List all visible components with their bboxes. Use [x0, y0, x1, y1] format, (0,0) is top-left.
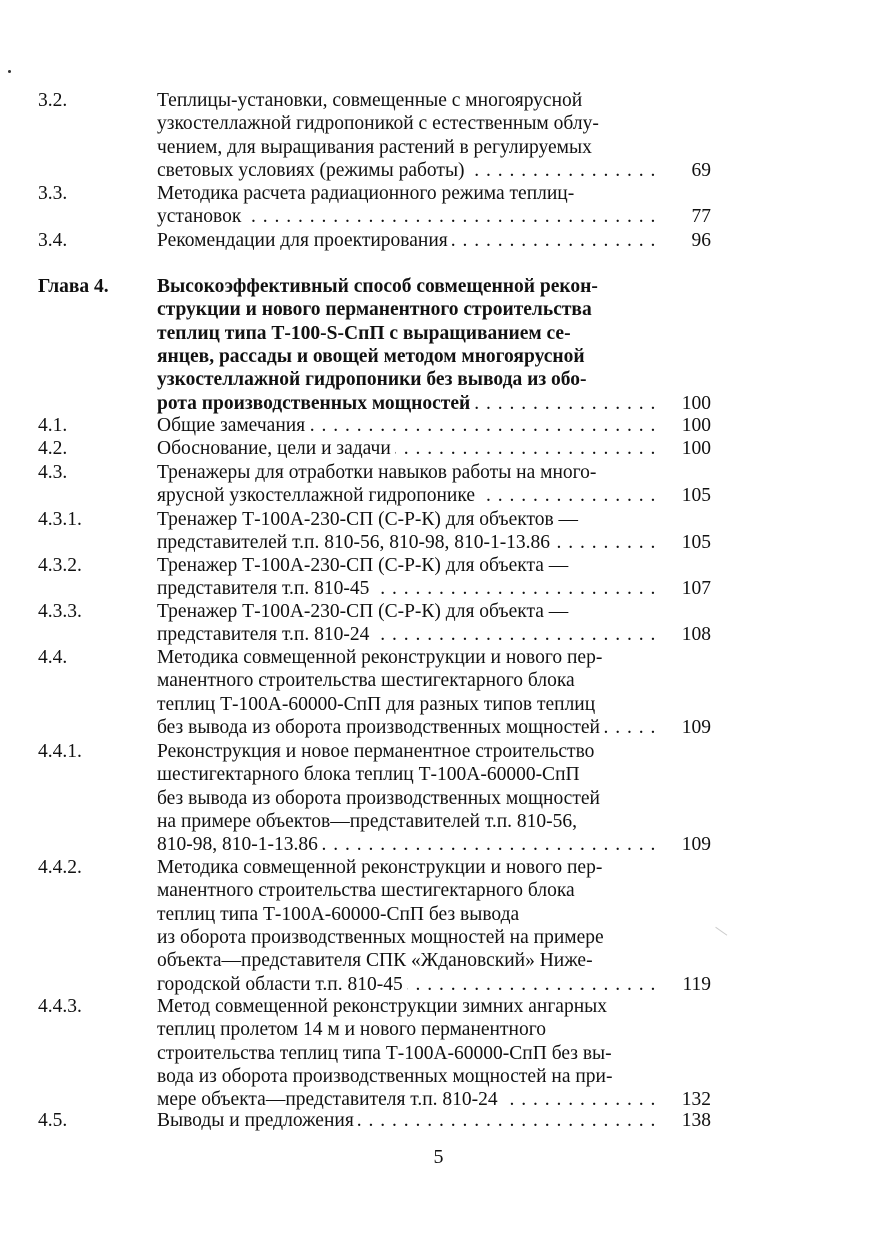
toc-entry-number: 4.3.1.	[38, 509, 82, 530]
toc-entry-title-line: строительства теплиц типа Т-100А-60000-СпП без вы-	[157, 1042, 657, 1065]
toc-entry-number: 4.3.3.	[38, 601, 82, 622]
toc-entry-title-line: теплиц типа Т-100А-60000-СпП без вывода	[157, 903, 657, 926]
toc-entry-title-line: Выводы и предложения . . .	[157, 1109, 657, 1132]
toc-entry-title-line: мере объекта—представителя т.п. 810-24 . . .	[157, 1088, 657, 1111]
toc-entry-page: 100	[681, 438, 711, 459]
toc-entry-title-line: Обоснование, цели и задачи . . .	[157, 437, 657, 460]
toc-entry-title-line: ярусной узкостеллажной гидропонике . . .	[157, 484, 657, 507]
toc-entry-title-line: Метод совмещенной реконструкции зимних ангарных	[157, 995, 657, 1018]
toc-entry-title-line: теплиц Т-100А-60000-СпП для разных типов теплиц	[157, 693, 657, 716]
scan-mark	[711, 927, 728, 942]
toc-entry-title-line: Методика совмещенной реконструкции и нового пер-	[157, 856, 657, 879]
toc-entry-number: 4.2.	[38, 438, 68, 459]
toc-entry-title-line: Реконструкция и новое перманентное строительство	[157, 740, 657, 763]
toc-entry-page: 105	[681, 532, 711, 554]
toc-entry-title-line: Теплицы-установки, совмещенные с многоярусной	[157, 89, 657, 112]
toc-entry-title-line: манентного строительства шестигектарного блока	[157, 669, 657, 692]
toc-entry-number: 4.4.	[38, 647, 68, 668]
toc-entry-number: 4.3.2.	[38, 555, 82, 576]
toc-entry-title-line: установок . . .	[157, 205, 657, 228]
toc-entry-title-line: 810-98, 810-1-13.86 . . .	[157, 833, 657, 856]
toc-entry-title-line: Рекомендации для проектирования . . .	[157, 229, 657, 252]
toc-entry-title-line: из оборота производственных мощностей на примере	[157, 926, 657, 949]
toc-entry-page: 100	[681, 392, 711, 414]
toc-entry-title-line: городской области т.п. 810-45 . . .	[157, 973, 657, 996]
toc-entry-title-line: Высокоэффективный способ совмещенной рекон-	[157, 275, 657, 298]
toc-entry-title-line: без вывода из оборота производственных мощностей	[157, 787, 657, 810]
toc-entry-number: 3.4.	[38, 230, 68, 251]
toc-entry-title-line: янцев, рассады и овощей методом многоярусной	[157, 345, 657, 368]
toc-entry-title-line: без вывода из оборота производственных мощностей . . .	[157, 716, 657, 739]
toc-entry-title-line: световых условиях (режимы работы) . . .	[157, 159, 657, 182]
toc-entry-page: 107	[681, 578, 711, 600]
toc-entry-page: 119	[682, 973, 711, 995]
toc-entry-title-line: теплиц пролетом 14 м и нового перманентного	[157, 1018, 657, 1041]
toc-entry-title-line: на примере объектов—представителей т.п. 810-56,	[157, 810, 657, 833]
toc-entry-title-line: представителя т.п. 810-24 . . .	[157, 623, 657, 646]
toc-entry-title-line: Общие замечания . . .	[157, 414, 657, 437]
toc-entry-title-line: Тренажер Т-100А-230-СП (С-Р-К) для объекта —	[157, 600, 657, 623]
toc-entry-page: 109	[681, 834, 711, 856]
toc-entry-title-line: Тренажер Т-100А-230-СП (С-Р-К) для объектов —	[157, 508, 657, 531]
toc-entry-number: 4.1.	[38, 415, 68, 436]
toc-entry-page: 132	[681, 1089, 711, 1111]
toc-entry-page: 105	[681, 485, 711, 507]
toc-entry-title-line: рота производственных мощностей . . .	[157, 392, 657, 415]
toc-entry-page: 100	[681, 415, 711, 436]
toc-entry-number: 4.5.	[38, 1110, 68, 1131]
toc-entry-title-line: представителей т.п. 810-56, 810-98, 810-1-13.86 . . .	[157, 531, 657, 554]
toc-entry-number: 4.3.	[38, 462, 68, 483]
toc-entry-number: Глава 4.	[38, 276, 109, 297]
page-number: 5	[433, 1146, 444, 1168]
toc-entry-title-line: Тренажеры для отработки навыков работы на много-	[157, 461, 657, 484]
toc-entry-page: 69	[691, 159, 711, 181]
toc-entry-page: 108	[681, 624, 711, 646]
toc-entry-title-line: объекта—представителя СПК «Ждановский» Ниже-	[157, 949, 657, 972]
toc-entry-title-line: вода из оборота производственных мощностей на при-	[157, 1065, 657, 1088]
toc-entry-number: 4.4.1.	[38, 741, 82, 762]
toc-entry-number: 4.4.3.	[38, 996, 82, 1017]
toc-entry-title-line: узкостеллажной гидропоники без вывода из обо-	[157, 368, 657, 391]
toc-entry-page: 138	[681, 1110, 711, 1131]
toc-entry-number: 3.2.	[38, 90, 68, 111]
toc-entry-page: 77	[691, 206, 711, 228]
toc-entry-page: 96	[691, 230, 711, 251]
toc-entry-title-line: узкостеллажной гидропоникой с естественным облу-	[157, 112, 657, 135]
toc-entry-title-line: чением, для выращивания растений в регулируемых	[157, 136, 657, 159]
toc-entry-title-line: теплиц типа Т-100-S-СпП с выращиванием се-	[157, 322, 657, 345]
toc-entry-title-line: Методика расчета радиационного режима теплиц-	[157, 182, 657, 205]
toc-entry-title-line: шестигектарного блока теплиц Т-100А-60000-СпП	[157, 763, 657, 786]
toc-entry-page: 109	[681, 716, 711, 738]
toc-entry-title-line: Методика совмещенной реконструкции и нового пер-	[157, 646, 657, 669]
scan-speck	[8, 70, 11, 73]
toc-entry-title-line: представителя т.п. 810-45 . . .	[157, 577, 657, 600]
toc-entry-title-line: Тренажер Т-100А-230-СП (С-Р-К) для объекта —	[157, 554, 657, 577]
toc-entry-number: 4.4.2.	[38, 857, 82, 878]
toc-entry-title-line: манентного строительства шестигектарного блока	[157, 879, 657, 902]
toc-entry-number: 3.3.	[38, 183, 68, 204]
toc-entry-title-line: струкции и нового перманентного строительства	[157, 298, 657, 321]
